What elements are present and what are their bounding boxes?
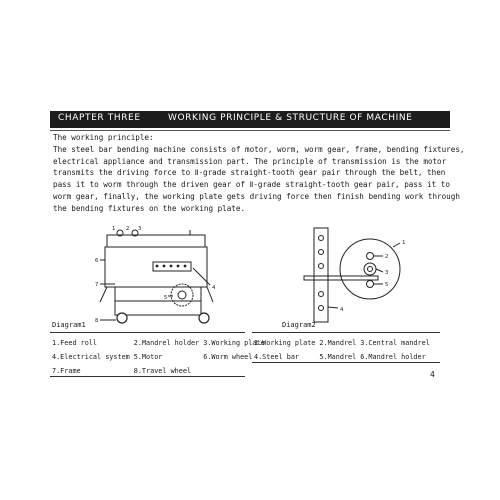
legend-item: 3.Central mandrel (360, 339, 430, 347)
callout-1: 1 (402, 240, 406, 246)
legend2-top-rule (252, 332, 440, 333)
legend1-top-rule (50, 332, 245, 333)
legend-item: 2.Mandrel (319, 339, 357, 347)
callout-5: 5 (385, 282, 389, 288)
callout-8: 8 (95, 318, 99, 324)
diagram2-working-plate-drawing (290, 222, 420, 328)
paragraph-line: The steel bar bending machine consists of motor, worm, worm gear, frame, bending fixtures, (53, 144, 465, 154)
callout-2: 2 (385, 254, 389, 260)
legend-item: 4.Electrical system (52, 353, 130, 361)
paragraph-line: pass it to worm through the driven gear of Ⅱ-grade straight-tooth gear pair, pass it to (53, 180, 450, 190)
mandrel (367, 281, 374, 288)
paragraph-line: the bending fixtures on the working plate. (53, 203, 246, 213)
working-principle-heading: The working principle: (53, 133, 154, 142)
legend-row (252, 350, 432, 364)
legend-item: 5.Motor (133, 353, 163, 361)
callout-4: 4 (212, 285, 216, 291)
chapter-title: WORKING PRINCIPLE & STRUCTURE OF MACHINE (168, 113, 413, 123)
legend-item: 4.Steel bar (254, 353, 300, 361)
callout-4: 4 (340, 307, 344, 313)
paragraph-line: transmits the driving force to Ⅱ-grade straight-tooth gear pair through the belt, then (53, 168, 446, 178)
mandrel (367, 253, 374, 260)
page-number: 4 (430, 370, 435, 379)
central-mandrel (364, 263, 376, 275)
callout-1: 1 (112, 226, 116, 232)
legend-item: 2.Mandrel holder (133, 339, 200, 347)
chapter-header-bar (50, 111, 450, 128)
diagram1-machine-drawing (80, 222, 240, 330)
diagram1-caption: Diagram1 (52, 321, 86, 329)
working-plate (340, 239, 400, 299)
working-principle-text (53, 132, 465, 215)
legend-item: 7.Frame (52, 367, 81, 375)
callout-6: 6 (95, 258, 99, 264)
legend-row (50, 336, 267, 350)
callout-7: 7 (95, 282, 99, 288)
legend-item: 8.Travel wheel (133, 367, 192, 375)
callout-2: 2 (126, 226, 130, 232)
legend-item (201, 364, 266, 378)
legend-row (50, 364, 267, 378)
diagram2-caption: Diagram2 (282, 321, 316, 329)
header-rule (50, 130, 450, 131)
machine-body (105, 247, 207, 287)
paragraph-line: electrical appliance and transmission part. The principle of transmission is the motor (53, 156, 447, 166)
top-cover (107, 235, 205, 247)
chapter-label: CHAPTER THREE (58, 113, 141, 123)
diagram1-legend (50, 336, 267, 378)
paragraph-line: worm gear, finally, the working plate gets driving force then finish bending work through (53, 191, 460, 201)
callout-5: 5 (164, 295, 168, 301)
diagram2-legend (252, 336, 432, 364)
travel-wheel (117, 313, 127, 323)
travel-wheel (199, 313, 209, 323)
legend-item: 1.Feed roll (52, 339, 98, 347)
legend-item: 6.Worm wheel (203, 353, 253, 361)
callout-3: 3 (138, 226, 142, 232)
legend-item: 5.Mandrel (319, 353, 357, 361)
legend-item: 3.Working plate (203, 339, 265, 347)
legend-item: 6.Mandrel holder (360, 353, 426, 361)
legend-item: 1.Working plate (254, 339, 316, 347)
legend-row (50, 350, 267, 364)
legend-row (252, 336, 432, 350)
callout-3: 3 (385, 270, 389, 276)
